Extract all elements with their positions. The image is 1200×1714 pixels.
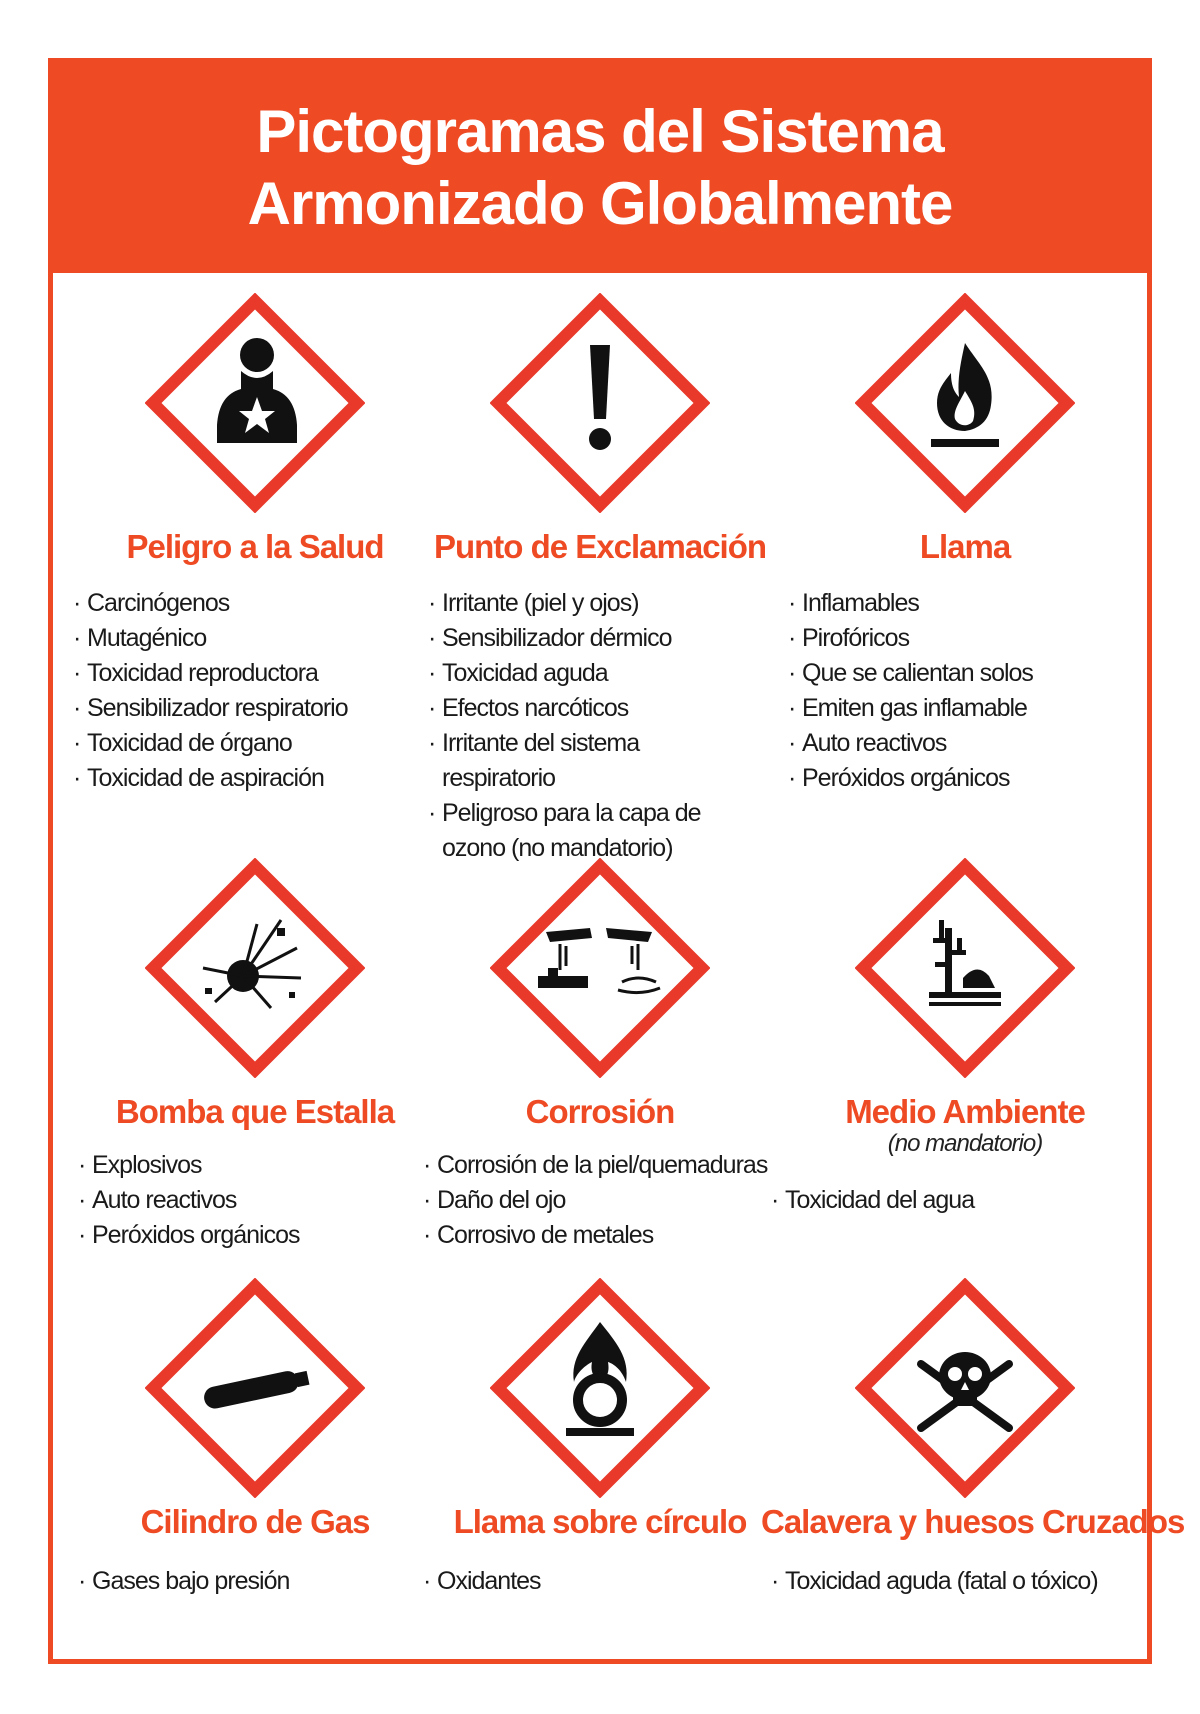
pictogram-title: Llama: [919, 528, 1011, 565]
hazard-list: [428, 586, 758, 866]
pictogram-card-gas-cylinder: [73, 1278, 437, 1658]
list-item: · Oxidantes: [423, 1564, 541, 1599]
list-item: · Peróxidos orgánicos: [788, 761, 1033, 796]
list-item: · Auto reactivos: [78, 1183, 300, 1218]
pictogram-card-skull-crossbones: [761, 1278, 1185, 1658]
hazard-list: [788, 586, 1033, 796]
pictogram-title: Cilindro de Gas: [140, 1503, 370, 1540]
list-item: · Que se calientan solos: [788, 656, 1033, 691]
hazard-list: [73, 586, 348, 796]
list-item: · Peligroso para la capa de ozono (no mandatorio): [428, 796, 758, 866]
environment-icon: [855, 858, 1075, 1078]
pictogram-card-health-hazard: [73, 278, 437, 838]
list-item: · Efectos narcóticos: [428, 691, 758, 726]
list-item: · Peróxidos orgánicos: [78, 1218, 300, 1253]
list-item: · Mutagénico: [73, 621, 348, 656]
pictogram-title: Llama sobre círculo: [453, 1503, 747, 1540]
list-item: · Toxicidad de aspiración: [73, 761, 348, 796]
list-item: · Toxicidad de órgano: [73, 726, 348, 761]
list-item: · Daño del ojo: [423, 1183, 768, 1218]
list-item: · Toxicidad del agua: [771, 1183, 974, 1218]
list-item: · Pirofóricos: [788, 621, 1033, 656]
list-item: · Auto reactivos: [788, 726, 1033, 761]
pictogram-title: Corrosión: [525, 1093, 675, 1130]
flame-icon: [855, 293, 1075, 513]
exclamation-mark-icon: [490, 293, 710, 513]
list-item: · Carcinógenos: [73, 586, 348, 621]
pictogram-card-environment: [783, 858, 1147, 1268]
list-item: · Toxicidad reproductora: [73, 656, 348, 691]
hazard-list: [423, 1148, 768, 1253]
header-title-line-2: Armonizado Globalmente: [247, 170, 953, 237]
pictogram-card-flame-over-circle: [418, 1278, 782, 1658]
pictogram-title: Peligro a la Salud: [126, 528, 384, 565]
list-item: · Emiten gas inflamable: [788, 691, 1033, 726]
hazard-list: [423, 1564, 541, 1599]
poster-header: [53, 63, 1147, 273]
list-item: · Corrosión de la piel/quemaduras: [423, 1148, 768, 1183]
list-item: · Sensibilizador respiratorio: [73, 691, 348, 726]
skull-crossbones-icon: [855, 1278, 1075, 1498]
pictogram-card-exploding-bomb: [73, 858, 437, 1268]
gas-cylinder-icon: [145, 1278, 365, 1498]
list-item: · Irritante del sistema respiratorio: [428, 726, 758, 796]
corrosion-icon: [490, 858, 710, 1078]
exploding-bomb-icon: [145, 858, 365, 1078]
list-item: · Gases bajo presión: [78, 1564, 289, 1599]
list-item: · Toxicidad aguda: [428, 656, 758, 691]
header-title-line-1: Pictogramas del Sistema: [256, 98, 944, 165]
list-item: · Toxicidad aguda (fatal o tóxico): [771, 1564, 1098, 1599]
pictogram-subtitle: (no mandatorio): [887, 1130, 1043, 1157]
list-item: · Sensibilizador dérmico: [428, 621, 758, 656]
pictogram-title: Calavera y huesos Cruzados: [761, 1503, 1185, 1540]
health-hazard-icon: [145, 293, 365, 513]
pictogram-title: Medio Ambiente: [845, 1093, 1085, 1130]
hazard-list: [771, 1564, 1098, 1599]
list-item: · Inflamables: [788, 586, 1033, 621]
pictogram-title: Bomba que Estalla: [115, 1093, 395, 1130]
flame-over-circle-icon: [490, 1278, 710, 1498]
list-item: · Corrosivo de metales: [423, 1218, 768, 1253]
hazard-list: [771, 1183, 974, 1218]
pictogram-card-exclamation: [418, 278, 782, 862]
ghs-poster: [48, 58, 1185, 1664]
hazard-list: [78, 1564, 289, 1599]
list-item: · Explosivos: [78, 1148, 300, 1183]
pictogram-title: Punto de Exclamación: [433, 528, 767, 565]
hazard-list: [78, 1148, 300, 1253]
pictogram-card-corrosion: [418, 858, 782, 1268]
pictogram-card-flame: [783, 278, 1147, 838]
list-item: · Irritante (piel y ojos): [428, 586, 758, 621]
